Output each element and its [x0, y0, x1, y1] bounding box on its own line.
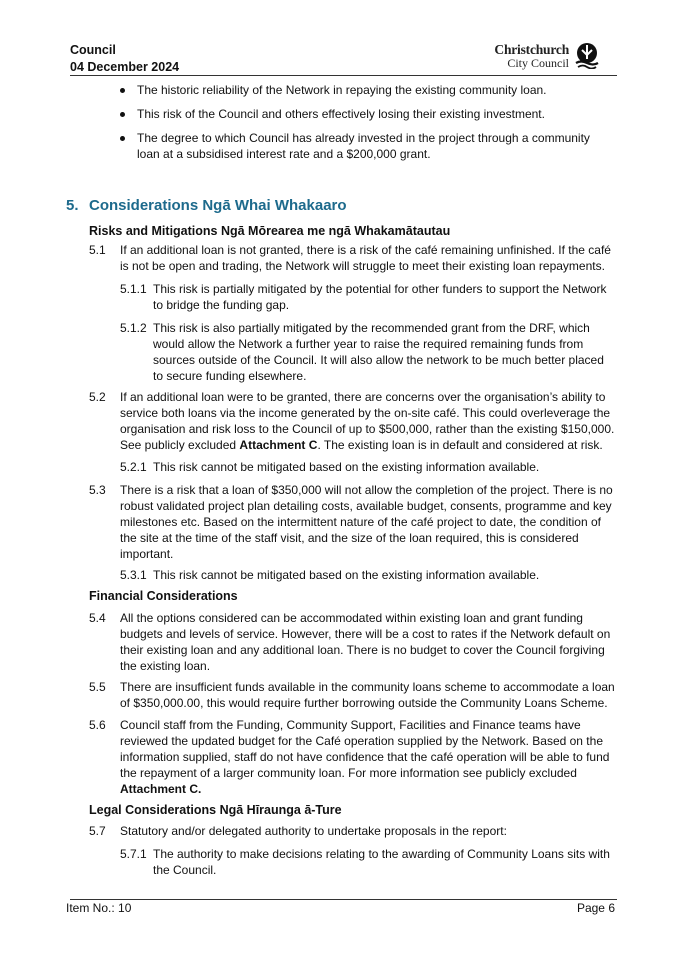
- paragraph-5-7-1: 5.7.1 The authority to make decisions relating to the awarding of Community Loans sits with the Council.: [120, 847, 610, 877]
- legal-heading: Legal Considerations Ngā Hīraunga ā-Ture: [89, 803, 342, 817]
- risks-heading: Risks and Mitigations Ngā Mōrearea me ngā Whakamātautau: [89, 224, 451, 238]
- paragraph-5-2: 5.2 If an additional loan were to be granted, there are concerns over the organisation’s ability to service both loans via the income generated by the on-site café. This could overleverage the organisation and risk loss to the Council of up to $500,000, rather than the existing $150,000. See publicly excluded Attachment C. The existing loan is in default and considered at risk.: [89, 390, 615, 452]
- council-logo: [494, 42, 601, 70]
- bullet-list: [114, 82, 614, 170]
- paragraph-5-6: 5.6 Council staff from the Funding, Community Support, Facilities and Finance teams have reviewed the updated budget for the Café operation supplied by the Network. Based on the information supplied, staff do not have confidence that the café operation will be able to fund the repayment of a larger community loan. For more information see publicly excluded Attachment C.: [89, 718, 610, 796]
- paragraph-5-1: 5.1 If an additional loan is not granted, there is a risk of the café remaining unfinished. If the café is not be open and trading, the Network will struggle to meet their existing loan repayments.: [89, 243, 611, 273]
- footer-page-number: Page 6: [576, 901, 615, 915]
- list-item: This risk of the Council and others effectively losing their existing investment.: [114, 106, 614, 122]
- bullet-icon: [120, 88, 125, 93]
- footer-rule: [70, 899, 617, 900]
- attachment-c-reference: Attachment C.: [120, 782, 202, 796]
- financial-heading: Financial Considerations: [89, 589, 238, 603]
- paragraph-5-1-2: 5.1.2 This risk is also partially mitigated by the recommended grant from the DRF, which would allow the Network a further year to raise the required remaining funds from sources outside of the Council. It will also allow the network to be much better placed to secure funding elsewhere.: [120, 321, 604, 383]
- paragraph-5-3: 5.3 There is a risk that a loan of $350,000 will not allow the completion of the project. There is no robust validated project plan detailing costs, available budget, consents, programme and key milestones etc. Based on the intermittent nature of the café project to date, the condition of the site at the time of the staff visit, and the size of the loan required, this is considered important.: [89, 483, 613, 561]
- header-rule: [70, 75, 617, 76]
- paragraph-5-4: 5.4 All the options considered can be accommodated within existing loan and grant funding budgets and levels of service. However, there will be a cost to rates if the Network default on their existing loan and any additional loan. There is no budget to cover the Council forgiving the existing loan.: [89, 611, 611, 673]
- logo-line-1: Christchurch: [494, 42, 569, 57]
- paragraph-5-3-1: 5.3.1 This risk cannot be mitigated based on the existing information available.: [120, 568, 540, 582]
- section-title-text: Considerations Ngā Whai Whakaaro: [89, 197, 347, 214]
- attachment-c-reference: Attachment C: [239, 438, 318, 452]
- header-org: Council: [70, 43, 116, 57]
- paragraph-5-5: 5.5 There are insufficient funds available in the community loans scheme to accommodate a loan of $350,000.00, this would require further borrowing outside the Community Loans Scheme.: [89, 680, 615, 710]
- logo-line-2: City Council: [507, 56, 569, 70]
- list-item: The degree to which Council has already invested in the project through a community loan at a subsidised interest rate and a $200,000 grant.: [114, 130, 614, 162]
- bullet-icon: [120, 136, 125, 141]
- section-number: 5.: [66, 197, 79, 214]
- council-emblem-icon: [573, 43, 601, 69]
- header-date: 04 December 2024: [70, 60, 180, 74]
- paragraph-5-1-1: 5.1.1 This risk is partially mitigated by the potential for other funders to support the Network to bridge the funding gap.: [120, 282, 607, 312]
- footer-item-number: Item No.: 10: [66, 901, 132, 915]
- paragraph-5-7: 5.7 Statutory and/or delegated authority to undertake proposals in the report:: [89, 824, 507, 838]
- paragraph-5-2-1: 5.2.1 This risk cannot be mitigated based on the existing information available.: [120, 460, 540, 474]
- document-header: [70, 42, 179, 76]
- section-title: [66, 197, 347, 214]
- list-item: The historic reliability of the Network in repaying the existing community loan.: [114, 82, 614, 98]
- bullet-icon: [120, 112, 125, 117]
